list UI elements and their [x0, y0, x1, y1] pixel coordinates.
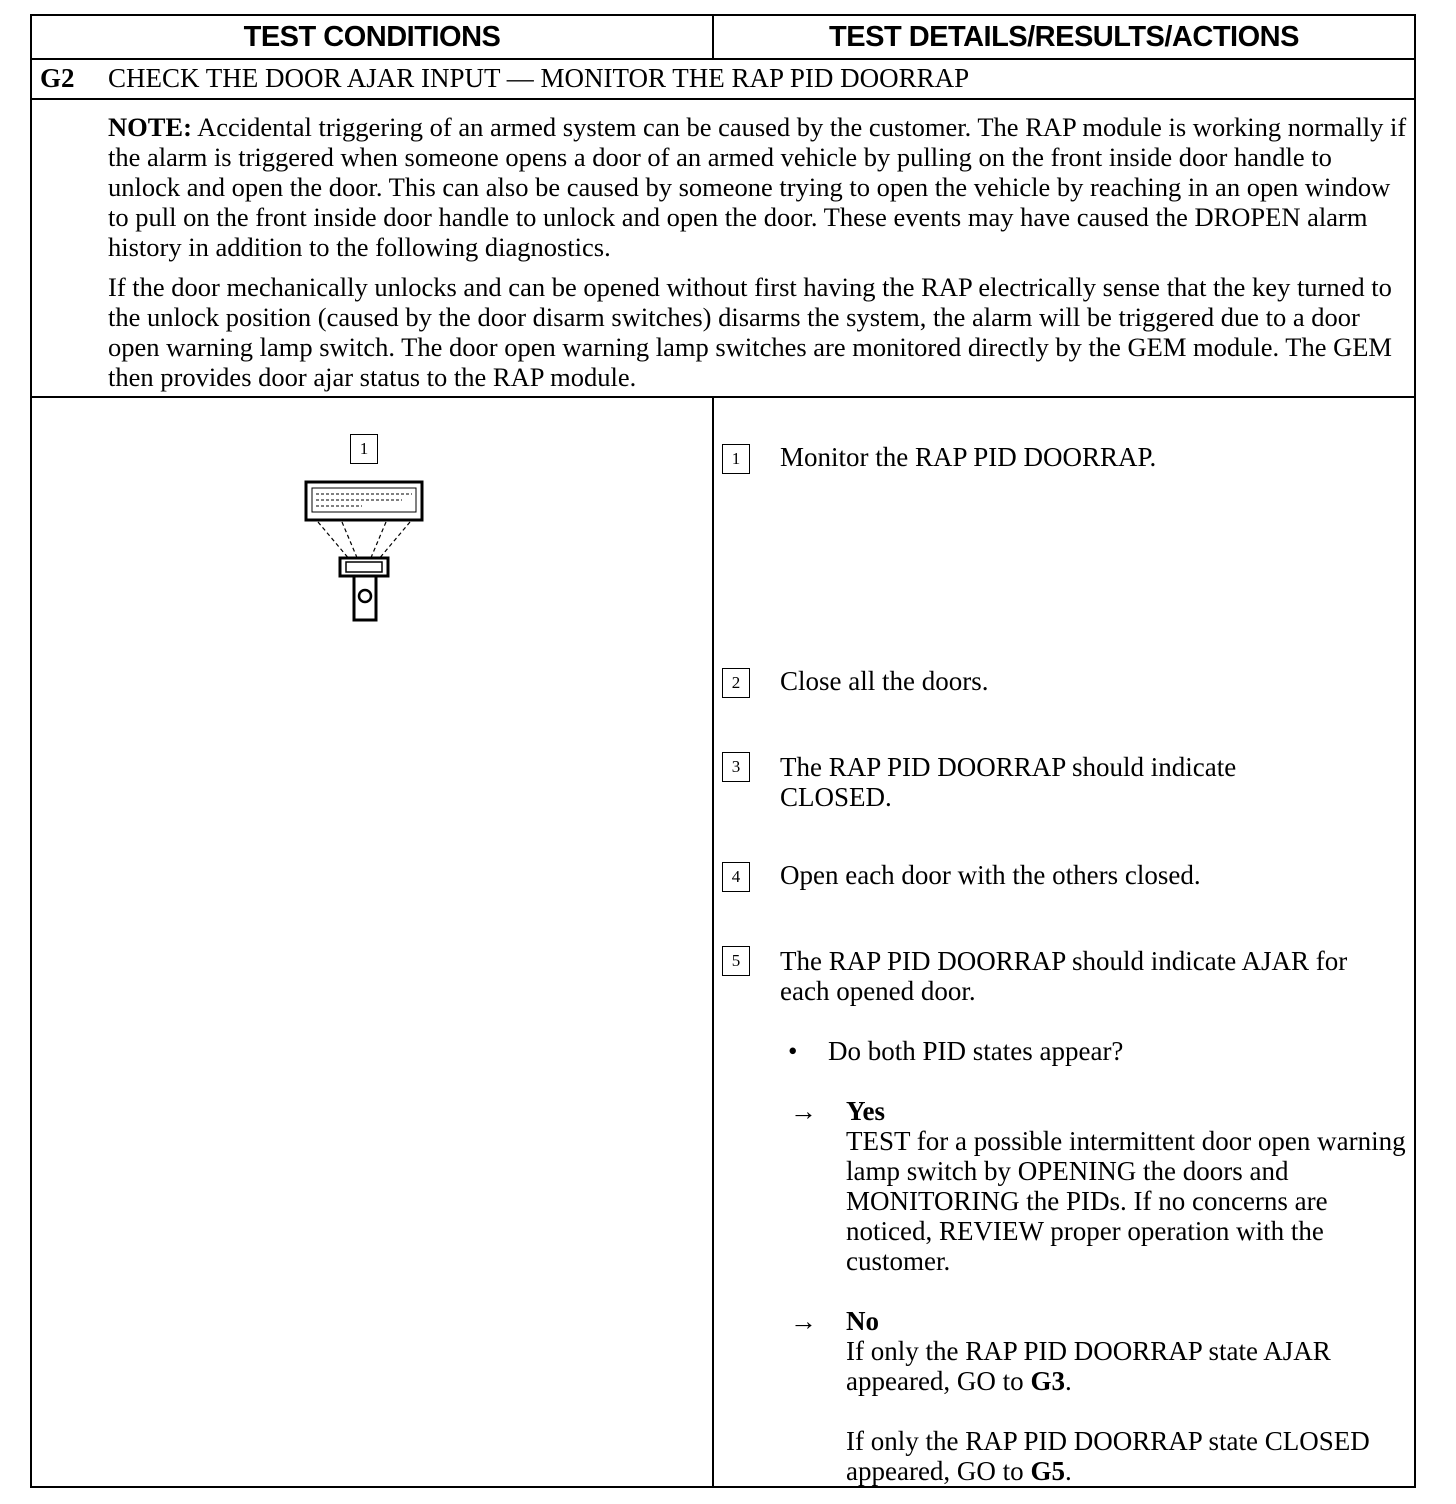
step-title-row	[32, 58, 1414, 100]
note-label: NOTE:	[108, 112, 192, 142]
action-2-number: 2	[722, 668, 750, 698]
no-ref-g5[interactable]: G5	[1030, 1456, 1065, 1486]
note-paragraph-2: If the door mechanically unlocks and can be opened without first having the RAP electrically sense that the key turned to the unlock position (caused by the door disarm switches) disarms the system, the alarm will be triggered due to a door open warning lamp switch. The door open warning lamp switches are monitored directly by the GEM module. The GEM then provides door ajar status to the RAP module.	[108, 272, 1392, 392]
header-test-conditions: TEST CONDITIONS	[32, 16, 714, 58]
no-ref-g3[interactable]: G3	[1030, 1366, 1065, 1396]
yes-text: TEST for a possible intermittent door open warning lamp switch by OPENING the doors and MONITORING the PIDs. If no concerns are noticed, REVIEW proper operation with the customer.	[846, 1126, 1406, 1276]
test-table	[30, 14, 1416, 1488]
step-number: G2	[40, 63, 75, 93]
no-text-2	[846, 1426, 1406, 1486]
question-bullet: •	[788, 1036, 798, 1066]
no-label: No	[846, 1306, 879, 1336]
action-3-number: 3	[722, 752, 750, 782]
action-2-text: Close all the doors.	[780, 666, 989, 696]
note-text-1: Accidental triggering of an armed system can be caused by the customer. The RAP module is working normally if the alarm is triggered when someone opens a door of an armed vehicle by pulling on the front inside door handle to unlock and open the door. This can also be caused by someone trying to open the vehicle by reaching in an open window to pull on the front inside door handle to unlock and open the door. These events may have caused the DROPEN alarm history in addition to the following diagnostics.	[108, 112, 1407, 262]
no-text-1-post: .	[1064, 1366, 1072, 1396]
scan-tool-icon	[302, 426, 462, 626]
no-text-2-pre: If only the RAP PID DOORRAP state CLOSED appeared, GO to	[846, 1426, 1370, 1486]
no-arrow-icon: →	[790, 1306, 817, 1336]
table-header	[32, 16, 1414, 60]
illustration-callout: 1	[350, 434, 378, 464]
column-divider	[712, 397, 714, 1488]
action-4-number: 4	[722, 862, 750, 892]
yes-arrow-icon: →	[790, 1096, 817, 1126]
question-text: Do both PID states appear?	[828, 1036, 1124, 1066]
note-block	[108, 112, 1408, 402]
no-text-1-pre: If only the RAP PID DOORRAP state AJAR appeared, GO to	[846, 1336, 1331, 1396]
section-divider	[32, 396, 1414, 398]
header-test-details: TEST DETAILS/RESULTS/ACTIONS	[829, 21, 1299, 53]
action-3-text: The RAP PID DOORRAP should indicate CLOSED.	[780, 752, 1237, 812]
action-1-text: Monitor the RAP PID DOORRAP.	[780, 442, 1157, 472]
action-4-text: Open each door with the others closed.	[780, 860, 1201, 890]
no-text-2-post: .	[1064, 1456, 1072, 1486]
action-5-number: 5	[722, 946, 750, 976]
yes-answer	[846, 1096, 1406, 1276]
no-answer	[846, 1306, 1406, 1486]
no-text-1	[846, 1336, 1406, 1396]
action-1-number: 1	[722, 444, 750, 474]
note-paragraph-1	[108, 112, 1408, 262]
step-title: CHECK THE DOOR AJAR INPUT — MONITOR THE RAP PID DOORRAP	[108, 63, 970, 93]
yes-label: Yes	[846, 1096, 885, 1126]
action-5-text: The RAP PID DOORRAP should indicate AJAR for each opened door.	[780, 946, 1348, 1006]
